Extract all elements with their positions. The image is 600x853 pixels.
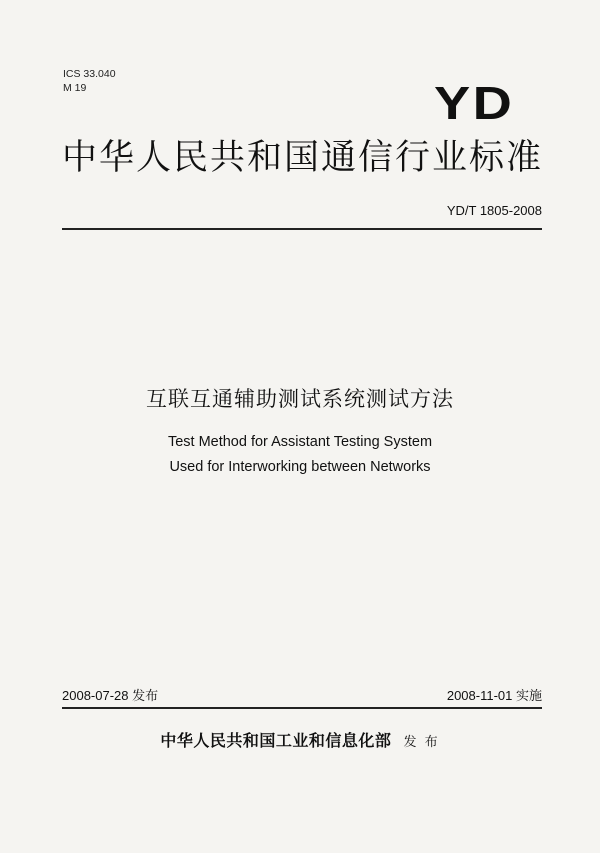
classification-block	[63, 67, 116, 95]
standard-code: YD/T 1805-2008	[446, 203, 542, 218]
yd-logo: YD	[434, 77, 515, 129]
implementation-date: 2008-11-01 实施	[446, 688, 542, 703]
title-en-line-2: Used for Interworking between Networks	[169, 459, 431, 475]
ics-code: ICS 33.040	[63, 68, 116, 80]
header-divider	[62, 228, 542, 230]
publisher-line	[0, 731, 600, 753]
ccs-code: M 19	[63, 82, 87, 94]
footer-divider	[62, 707, 542, 709]
publisher-organization: 中华人民共和国工业和信息化部	[160, 731, 392, 750]
standard-category-title: 中华人民共和国通信行业标准	[62, 138, 544, 178]
issue-date: 2008-07-28 发布	[62, 688, 159, 703]
document-title-english	[0, 430, 600, 480]
document-title-chinese: 互联互通辅助测试系统测试方法	[146, 387, 454, 411]
publisher-verb: 发 布	[403, 735, 440, 750]
title-en-line-1: Test Method for Assistant Testing System	[167, 434, 433, 450]
